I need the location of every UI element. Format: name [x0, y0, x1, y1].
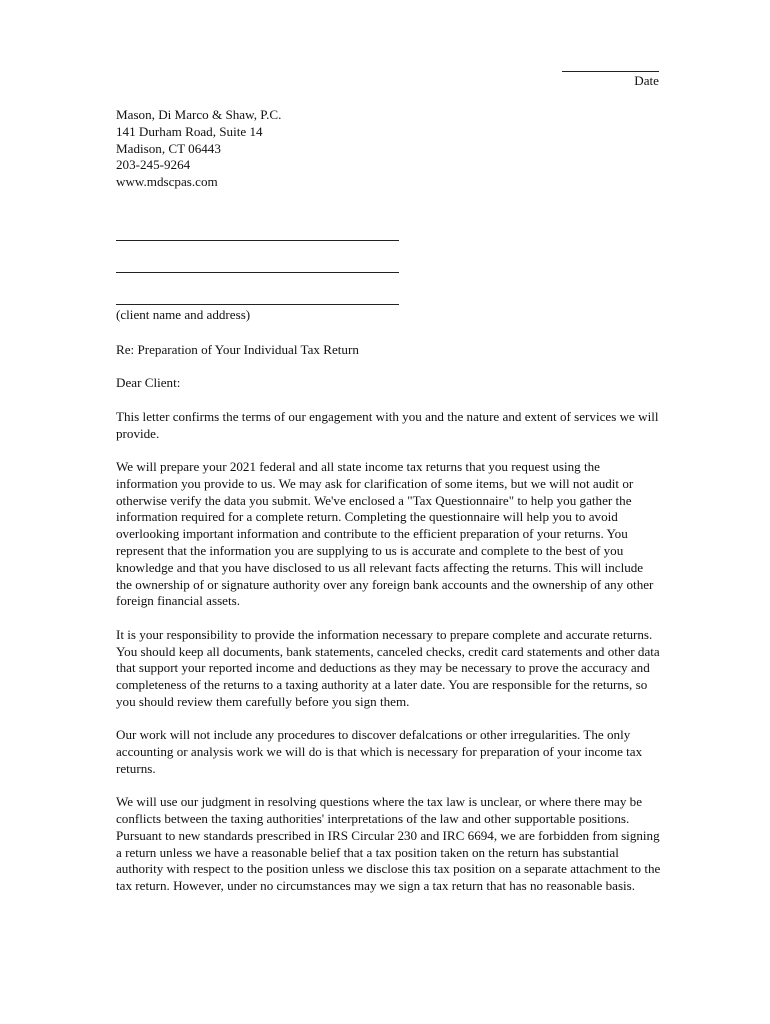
subject-line: Re: Preparation of Your Individual Tax Return — [116, 342, 359, 357]
firm-address-line-1: 141 Durham Road, Suite 14 — [116, 123, 263, 139]
firm-phone: 203-245-9264 — [116, 157, 191, 173]
body-paragraph: It is your responsibility to provide the information necessary to prepare complete and accurate returns. You should keep all documents, bank statements, canceled checks, credit card statements and other data that support your reported income and deductions as they may be necessary to prove the accuracy and completeness of the returns to a taxing authority at a later date. You are responsible for the returns, so you should review them carefully before you sign them. — [116, 626, 660, 709]
body-paragraph: This letter confirms the terms of our engagement with you and the nature and extent of services we will provide. — [116, 408, 659, 441]
salutation: Dear Client: — [116, 375, 181, 391]
firm-address-line-2: Madison, CT 06443 — [116, 140, 221, 156]
firm-website: www.mdscpas.com — [116, 174, 218, 190]
letter-body — [116, 342, 662, 912]
client-blank-line — [116, 226, 399, 241]
firm-address-block — [116, 107, 281, 191]
client-blank-line — [116, 258, 399, 273]
client-address-block — [116, 226, 399, 324]
date-blank-line — [562, 59, 659, 72]
date-label: Date — [634, 73, 659, 88]
firm-name: Mason, Di Marco & Shaw, P.C. — [116, 107, 282, 122]
date-block — [509, 59, 659, 90]
body-paragraph: We will use our judgment in resolving questions where the tax law is unclear, or where there may be conflicts between the taxing authorities' interpretations of the law and other supportable positions. Pursuant to new standards prescribed in IRS Circular 230 and IRC 6694, we are forbidden from signing a return unless we have a reasonable belief that a tax position taken on the return has substantial authority with respect to the position unless we disclose this tax position on a separate attachment to the tax return. However, under no circumstances may we sign a tax return that has no reasonable basis. — [116, 794, 661, 894]
body-paragraph: We will prepare your 2021 federal and all state income tax returns that you request using the information you provide to us. We may ask for clarification of some items, but we will not audit or otherwise verify the data you submit. We've enclosed a "Tax Questionnaire" to help you gather the information required for a complete return. Completing the questionnaire will help you to avoid overlooking important information and contribute to the efficient preparation of your returns. You represent that the information you are supplying to us is accurate and complete to the best of you knowledge and that you have disclosed to us all relevant facts affecting the returns. This will include the ownership of or signature authority over any foreign bank accounts and the ownership of any other foreign financial assets. — [116, 458, 654, 609]
body-paragraph: Our work will not include any procedures to discover defalcations or other irregularities. The only accounting or analysis work we will do is that which is necessary for preparation of your income tax returns. — [116, 727, 643, 776]
client-caption: (client name and address) — [116, 307, 251, 322]
client-blank-line — [116, 290, 399, 305]
